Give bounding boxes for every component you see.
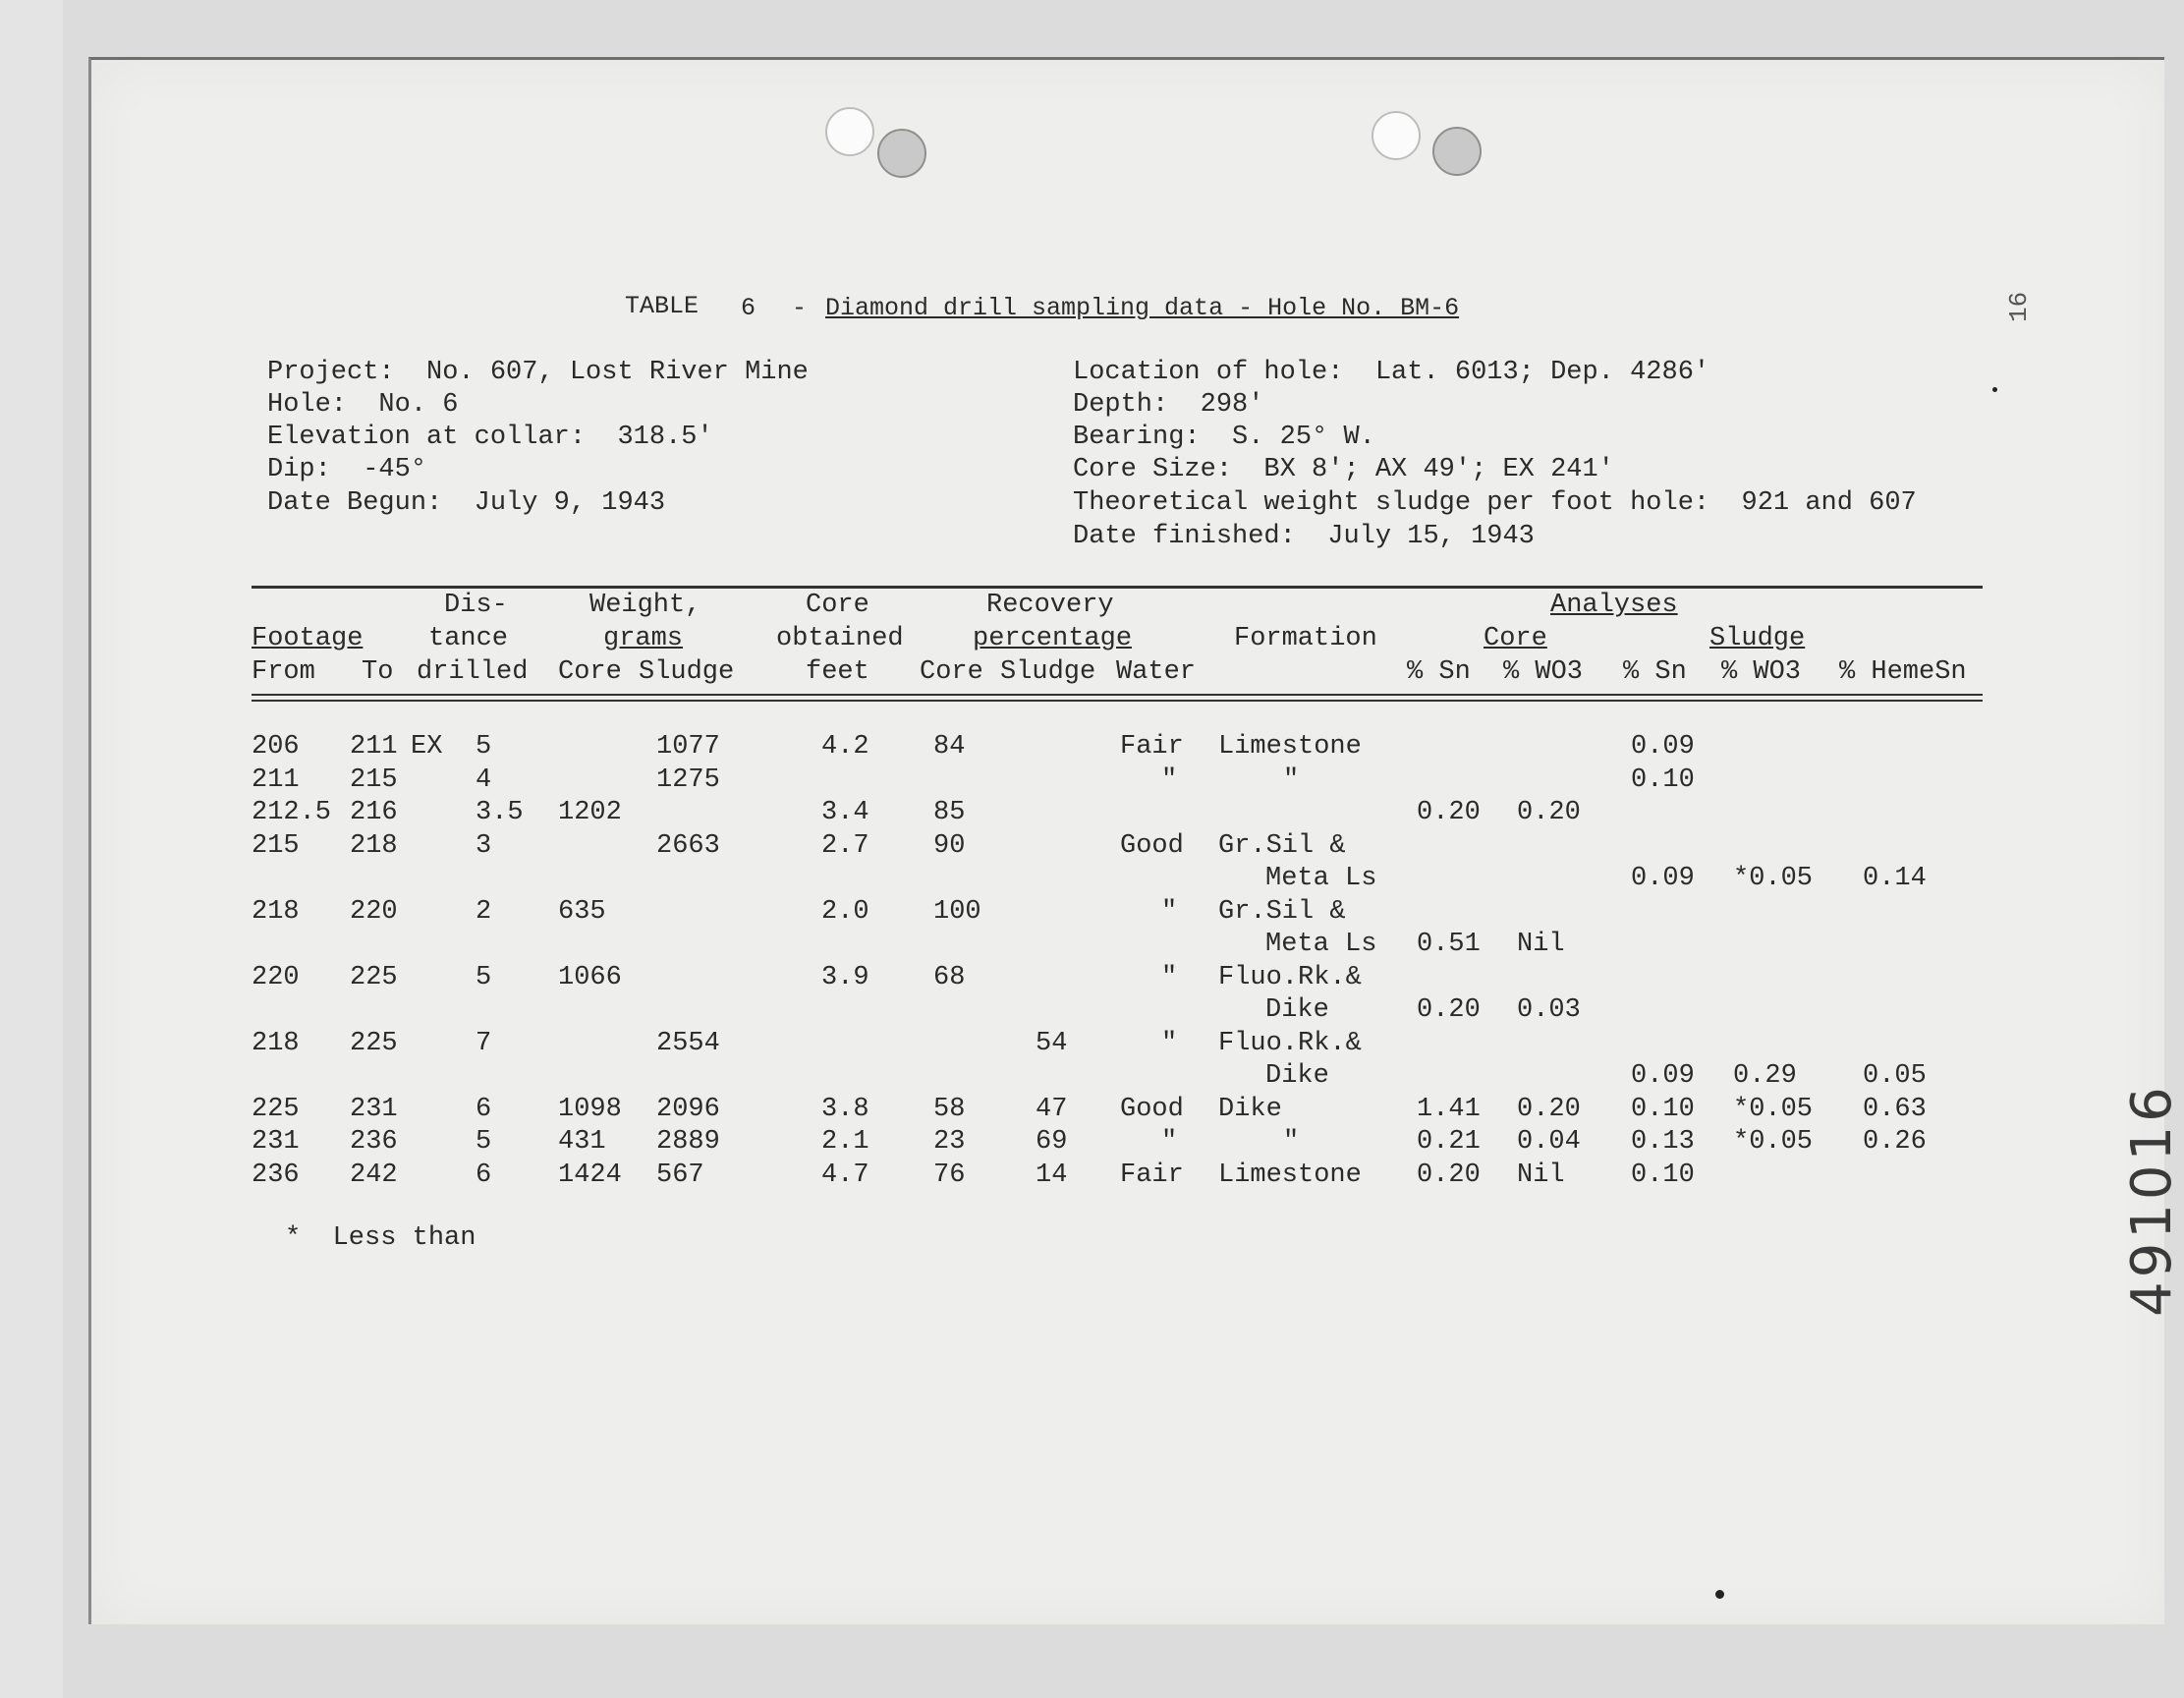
to-cell: 231 (350, 1094, 398, 1124)
table-top-rule (252, 586, 1983, 589)
recovery-sludge-cell: 14 (1036, 1160, 1068, 1190)
sludge-wo3-cell: *0.05 (1733, 1127, 1814, 1157)
drilled-cell: 6 (476, 1160, 492, 1190)
col-recovery-core: Core (920, 657, 983, 687)
sludge-wo3-cell: *0.05 (1733, 1094, 1814, 1124)
formation-cell: Dike (1265, 1061, 1329, 1091)
core-feet-cell: 4.2 (821, 732, 869, 762)
water-cell: " (1161, 764, 1178, 795)
core-sn-cell: 0.20 (1417, 798, 1481, 827)
core-wo3-cell: 0.20 (1517, 1094, 1581, 1124)
to-cell: 242 (350, 1160, 398, 1190)
hole-line: Hole: No. 6 (267, 390, 459, 420)
col-analyses-sludge: Sludge (1709, 624, 1806, 653)
recovery-core-cell: 68 (933, 962, 966, 992)
sludge-sn-cell: 0.13 (1631, 1127, 1695, 1157)
col-core-obtained-1: Core (806, 591, 869, 620)
sludge-sn-cell: 0.09 (1631, 1061, 1695, 1091)
core-feet-cell: 2.1 (821, 1127, 869, 1157)
water-cell: " (1161, 1028, 1178, 1058)
formation-cell: " (1283, 1127, 1300, 1157)
col-analyses-core: Core (1484, 624, 1547, 653)
col-to: To (362, 657, 394, 687)
from-cell: 231 (252, 1127, 300, 1157)
to-cell: 225 (350, 962, 398, 992)
sludge-sn-cell: 0.09 (1631, 732, 1695, 762)
footnote: * Less than (285, 1223, 476, 1253)
from-cell: 236 (252, 1160, 300, 1190)
weight-core-cell: 1066 (558, 962, 622, 992)
drilled-cell: 5 (476, 732, 492, 762)
weight-sludge-cell: 1275 (656, 764, 720, 795)
core-sn-cell: 0.20 (1417, 1160, 1481, 1190)
table-label: TABLE (625, 292, 700, 320)
col-core-obtained-3: feet (806, 657, 869, 687)
document-title: Diamond drill sampling data - Hole No. BM-6 (825, 294, 1460, 322)
recovery-core-cell: 90 (933, 830, 966, 861)
sludge-last-cell: 0.63 (1863, 1094, 1927, 1124)
bearing-line: Bearing: S. 25° W. (1073, 423, 1375, 452)
drilled-cell: 2 (476, 896, 492, 927)
to-cell: 225 (350, 1028, 398, 1058)
punch-hole (1372, 111, 1421, 160)
col-weight-core: Core (558, 657, 622, 687)
recovery-core-cell: 100 (933, 896, 981, 927)
core-size-line: Core Size: BX 8'; AX 49'; EX 241' (1073, 455, 1614, 484)
sludge-wo3-cell: *0.05 (1733, 864, 1814, 893)
weight-core-cell: 1424 (558, 1160, 622, 1190)
water-cell: Fair (1120, 1160, 1184, 1190)
depth-line: Depth: 298' (1073, 390, 1264, 420)
weight-sludge-cell: 2554 (656, 1028, 720, 1058)
recovery-core-cell: 23 (933, 1127, 966, 1157)
weight-core-cell: 1098 (558, 1094, 622, 1124)
col-core-sn: % Sn (1407, 657, 1471, 687)
core-feet-cell: 2.0 (821, 896, 869, 927)
formation-cell: Gr.Sil & (1218, 896, 1346, 927)
header-bottom-rule (252, 694, 1983, 696)
sludge-last-cell: 0.26 (1863, 1127, 1927, 1157)
elevation-line: Elevation at collar: 318.5' (267, 423, 713, 452)
core-feet-cell: 3.9 (821, 962, 869, 992)
sludge-wo3-cell: 0.29 (1733, 1061, 1797, 1091)
water-cell: Good (1120, 1094, 1184, 1124)
col-recovery-2: percentage (973, 624, 1133, 653)
speck (1992, 387, 1997, 392)
from-cell: 206 (252, 732, 300, 762)
drilled-cell: 4 (476, 764, 492, 795)
formation-cell: Dike (1218, 1094, 1282, 1124)
formation-cell: Fluo.Rk.& (1218, 962, 1362, 992)
core-wo3-cell: Nil (1517, 930, 1565, 959)
sludge-sn-cell: 0.10 (1631, 1160, 1695, 1190)
col-weight-sludge: Sludge (639, 657, 735, 687)
col-recovery-sludge: Sludge (1000, 657, 1096, 687)
col-weight-2: grams (603, 624, 684, 653)
to-cell: 218 (350, 830, 398, 861)
core-feet-cell: 3.4 (821, 798, 869, 827)
formation-cell: Limestone (1218, 1160, 1362, 1190)
weight-sludge-cell: 2889 (656, 1127, 720, 1157)
location-line: Location of hole: Lat. 6013; Dep. 4286' (1073, 358, 1710, 387)
col-recovery-water: Water (1116, 657, 1197, 687)
col-distance-2: tance (428, 624, 509, 653)
col-sludge-sn: % Sn (1623, 657, 1687, 687)
core-wo3-cell: 0.20 (1517, 798, 1581, 827)
formation-cell: Gr.Sil & (1218, 830, 1346, 861)
weight-core-cell: 431 (558, 1127, 606, 1157)
core-sn-cell: 0.20 (1417, 995, 1481, 1025)
sludge-sn-cell: 0.09 (1631, 864, 1695, 893)
core-wo3-cell: 0.04 (1517, 1127, 1581, 1157)
from-cell: 212.5 (252, 798, 332, 827)
water-cell: Fair (1120, 732, 1184, 762)
col-core-wo3: % WO3 (1503, 657, 1584, 687)
dip-line: Dip: -45° (267, 455, 427, 484)
core-sn-cell: 0.21 (1417, 1127, 1481, 1157)
drilled-cell: 3 (476, 830, 492, 861)
from-cell: 218 (252, 896, 300, 927)
core-wo3-cell: Nil (1517, 1160, 1565, 1190)
weight-sludge-cell: 1077 (656, 732, 720, 762)
core-feet-cell: 4.7 (821, 1160, 869, 1190)
theoretical-weight-line: Theoretical weight sludge per foot hole: 921 and 607 (1073, 488, 1917, 518)
drilled-cell: 7 (476, 1028, 492, 1058)
margin-page-number: 16 (2004, 291, 2034, 322)
core-feet-cell: 2.7 (821, 830, 869, 861)
formation-cell: Fluo.Rk.& (1218, 1028, 1362, 1058)
project-line: Project: No. 607, Lost River Mine (267, 358, 809, 387)
header-bottom-rule-double (252, 700, 1983, 702)
drilled-cell: 5 (476, 962, 492, 992)
formation-cell: Meta Ls (1265, 864, 1377, 893)
recovery-core-cell: 58 (933, 1094, 966, 1124)
to-cell: 216 (350, 798, 398, 827)
drilled-cell: 3.5 (476, 798, 524, 827)
title-dash: - (792, 294, 808, 322)
water-cell: " (1161, 1127, 1178, 1157)
col-from: From (252, 657, 315, 687)
recovery-sludge-cell: 47 (1036, 1094, 1068, 1124)
sludge-sn-cell: 0.10 (1631, 1094, 1695, 1124)
recovery-sludge-cell: 54 (1036, 1028, 1068, 1058)
formation-cell: Meta Ls (1265, 930, 1377, 959)
from-cell: 215 (252, 830, 300, 861)
col-recovery-1: Recovery (986, 591, 1114, 620)
punch-hole (825, 107, 874, 156)
weight-sludge-cell: 2096 (656, 1094, 720, 1124)
document-stamp-number: 491016 (2120, 1083, 2184, 1317)
table-number: 6 (741, 294, 756, 322)
sludge-sn-cell: 0.10 (1631, 764, 1695, 795)
recovery-sludge-cell: 69 (1036, 1127, 1068, 1157)
water-cell: " (1161, 962, 1178, 992)
weight-core-cell: 635 (558, 896, 606, 927)
sludge-last-cell: 0.05 (1863, 1061, 1927, 1091)
from-cell: 218 (252, 1028, 300, 1058)
col-formation: Formation (1234, 624, 1377, 653)
col-distance-3: drilled (417, 657, 529, 687)
formation-cell: Limestone (1218, 732, 1362, 762)
weight-sludge-cell: 2663 (656, 830, 720, 861)
col-weight-1: Weight, (589, 591, 701, 620)
from-cell: 220 (252, 962, 300, 992)
drilled-cell: 6 (476, 1094, 492, 1124)
punch-hole (877, 129, 926, 178)
weight-core-cell: 1202 (558, 798, 622, 827)
formation-cell: Dike (1265, 995, 1329, 1025)
from-cell: 225 (252, 1094, 300, 1124)
col-footage: Footage (252, 624, 364, 653)
to-cell: 211 (350, 732, 398, 762)
formation-cell: " (1283, 764, 1300, 795)
water-cell: " (1161, 896, 1178, 927)
core-sn-cell: 0.51 (1417, 930, 1481, 959)
recovery-core-cell: 76 (933, 1160, 966, 1190)
col-sludge-last: % HemeSn (1839, 657, 1967, 687)
date-begun-line: Date Begun: July 9, 1943 (267, 488, 666, 518)
col-sludge-wo3: % WO3 (1721, 657, 1802, 687)
core-feet-cell: 3.8 (821, 1094, 869, 1124)
core-sn-cell: 1.41 (1417, 1094, 1481, 1124)
speck (1715, 1590, 1724, 1599)
to-cell: 215 (350, 764, 398, 795)
recovery-core-cell: 85 (933, 798, 966, 827)
col-core-obtained-2: obtained (776, 624, 904, 653)
weight-sludge-cell: 567 (656, 1160, 704, 1190)
to-cell: 236 (350, 1127, 398, 1157)
recovery-core-cell: 84 (933, 732, 966, 762)
sludge-last-cell: 0.14 (1863, 864, 1927, 893)
water-cell: Good (1120, 830, 1184, 861)
date-finished-line: Date finished: July 15, 1943 (1073, 522, 1535, 551)
col-distance-1: Dis- (444, 591, 508, 620)
core-wo3-cell: 0.03 (1517, 995, 1581, 1025)
drilled-cell: 5 (476, 1127, 492, 1157)
col-analyses: Analyses (1550, 591, 1678, 620)
from-cell: 211 (252, 764, 300, 795)
scanner-background-strip (0, 0, 63, 1698)
to-cell: 220 (350, 896, 398, 927)
size-cell: EX (411, 732, 443, 762)
punch-hole (1432, 127, 1482, 176)
